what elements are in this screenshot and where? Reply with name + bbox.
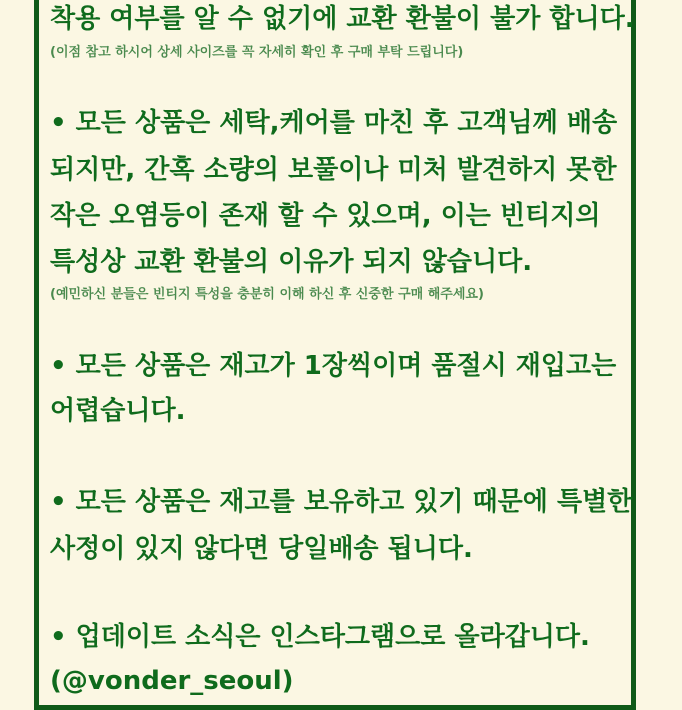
notice-line-stock: • 모든 상품은 재고가 1장씩이며 품절시 재입고는 (50, 351, 617, 381)
notice-line-update: • 업데이트 소식은 인스타그램으로 올라갑니다. (50, 622, 590, 652)
notice-line-shipping: • 모든 상품은 재고를 보유하고 있기 때문에 특별한 (50, 487, 633, 517)
note-size-check: (이점 참고 하시어 상세 사이즈를 꼭 자세히 확인 후 구매 부탁 드립니다) (50, 45, 464, 60)
notice-line-wash: • 모든 상품은 세탁,케어를 마친 후 고객님께 배송 (50, 108, 618, 138)
notice-line-pilling: 되지만, 간혹 소량의 보풀이나 미처 발견하지 못한 (50, 155, 617, 185)
note-vintage-caution: (예민하신 분들은 빈티지 특성을 충분히 이해 하신 후 신중한 구매 해주세요) (50, 287, 484, 302)
notice-line-sameday: 사정이 있지 않다면 당일배송 됩니다. (50, 534, 473, 564)
notice-line-restock: 어렵습니다. (50, 396, 186, 426)
notice-line-stains: 작은 오염등이 존재 할 수 있으며, 이는 빈티지의 (50, 201, 601, 231)
notice-line-exchange: 착용 여부를 알 수 없기에 교환 환불이 불가 합니다. (50, 4, 635, 34)
instagram-handle: (@vonder_seoul) (50, 666, 294, 696)
notice-line-vintage: 특성상 교환 환불의 이유가 되지 않습니다. (50, 247, 533, 277)
